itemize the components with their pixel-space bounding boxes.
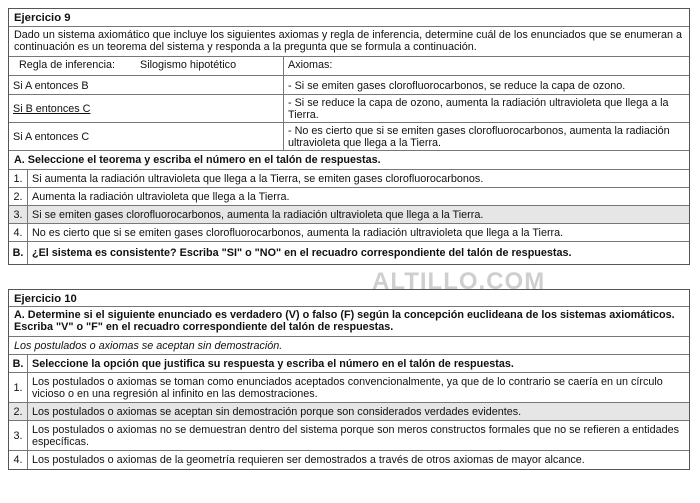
question-b-text: ¿El sistema es consistente? Escriba "SI" o "NO" en el recuadro correspondiente del talón de respuestas.: [32, 247, 572, 259]
axiom-1: - Si se emiten gases clorofluorocarbonos, se reduce la capa de ozono.: [288, 80, 626, 92]
rule-line-1: Si A entonces B: [9, 76, 284, 94]
question-b-label: B.: [9, 355, 28, 372]
option-text: Aumenta la radiación ultravioleta que llega a la Tierra.: [32, 191, 290, 203]
option-text: No es cierto que si se emiten gases clorofluorocarbonos, aumenta la radiación ultravioleta que llega a la Tierra.: [32, 227, 564, 239]
axioms-label: Axiomas:: [288, 59, 333, 71]
option-row[interactable]: [9, 206, 689, 224]
option-number: 1.: [9, 373, 28, 402]
question-b-label: B.: [9, 242, 28, 264]
option-text: Los postulados o axiomas se aceptan sin demostración porque son considerados verdades evidentes.: [32, 406, 522, 418]
rule-header: [9, 57, 284, 75]
option-text: Si se emiten gases clorofluorocarbonos, aumenta la radiación ultravioleta que llega a la Tierra.: [32, 209, 484, 221]
rule-line-2: Si B entonces C: [13, 103, 91, 115]
exercise-10-question-b: [9, 355, 689, 373]
watermark: ALTILLO.COM: [372, 268, 546, 295]
rule-line-2-cell: [9, 95, 284, 122]
rule-axioms-header: [9, 57, 689, 76]
option-number: 4.: [9, 451, 28, 469]
option-row[interactable]: [9, 224, 689, 242]
exercise-10-title: Ejercicio 10: [9, 290, 689, 307]
exercise-9-question-b: [9, 242, 689, 264]
exercise-10-question-a: A. Determine si el siguiente enunciado es verdadero (V) o falso (F) según la concepción euclideana de los sistemas axiomáticos. Escriba "V" o "F" en el recuadro correspondiente del talón de respuestas.: [9, 307, 689, 337]
axiom-row-3: [9, 123, 689, 151]
option-number: 3.: [9, 206, 28, 223]
axiom-2: - Si se reduce la capa de ozono, aumenta la radiación ultravioleta que llega a la Tierra.: [288, 97, 669, 121]
rule-name: Silogismo hipotético: [140, 59, 237, 71]
option-row[interactable]: [9, 451, 689, 469]
question-b-text: Seleccione la opción que justifica su respuesta y escriba el número en el talón de respuestas.: [32, 358, 514, 370]
axiom-row-1: [9, 76, 689, 95]
option-row[interactable]: [9, 170, 689, 188]
option-number: 1.: [9, 170, 28, 187]
option-row[interactable]: [9, 188, 689, 206]
axiom-row-2: [9, 95, 689, 123]
option-number: 2.: [9, 188, 28, 205]
exercise-9-question-a: A. Seleccione el teorema y escriba el número en el talón de respuestas.: [9, 151, 689, 170]
option-row[interactable]: [9, 403, 689, 421]
option-text: Si aumenta la radiación ultravioleta que llega a la Tierra, se emiten gases clorofluorocarbonos.: [32, 173, 484, 185]
exercise-9-title: Ejercicio 9: [9, 9, 689, 27]
option-row[interactable]: [9, 373, 689, 403]
exercise-10-block: [8, 289, 690, 470]
rule-line-3: Si A entonces C: [9, 123, 284, 150]
option-row[interactable]: [9, 421, 689, 451]
exercise-9-block: [8, 8, 690, 265]
option-number: 3.: [9, 421, 28, 450]
rule-label: Regla de inferencia:: [19, 59, 116, 71]
option-text: Los postulados o axiomas se toman como enunciados aceptados convencionalmente, ya que de lo contrario se caería en un círculo vicioso o en una regresión al infinito en las demostraciones.: [32, 376, 663, 400]
option-text: Los postulados o axiomas de la geometría requieren ser demostrados a través de otros axiomas de mayor alcance.: [32, 454, 585, 466]
exercise-10-statement: Los postulados o axiomas se aceptan sin demostración.: [9, 337, 689, 355]
option-number: 2.: [9, 403, 28, 420]
exercise-9-intro: Dado un sistema axiomático que incluye los siguientes axiomas y regla de inferencia, determine cuál de los enunciados que se enumeran a continuación es un teorema del sistema y responda a la pregunta que se formula a continuación.: [9, 27, 689, 57]
axiom-3: - No es cierto que si se emiten gases clorofluorocarbonos, aumenta la radiación ultravioleta que llega a la Tierra.: [288, 125, 670, 149]
option-number: 4.: [9, 224, 28, 241]
option-text: Los postulados o axiomas no se demuestran dentro del sistema porque son meros constructos formales que no se refieren a entidades específicas.: [32, 424, 679, 448]
